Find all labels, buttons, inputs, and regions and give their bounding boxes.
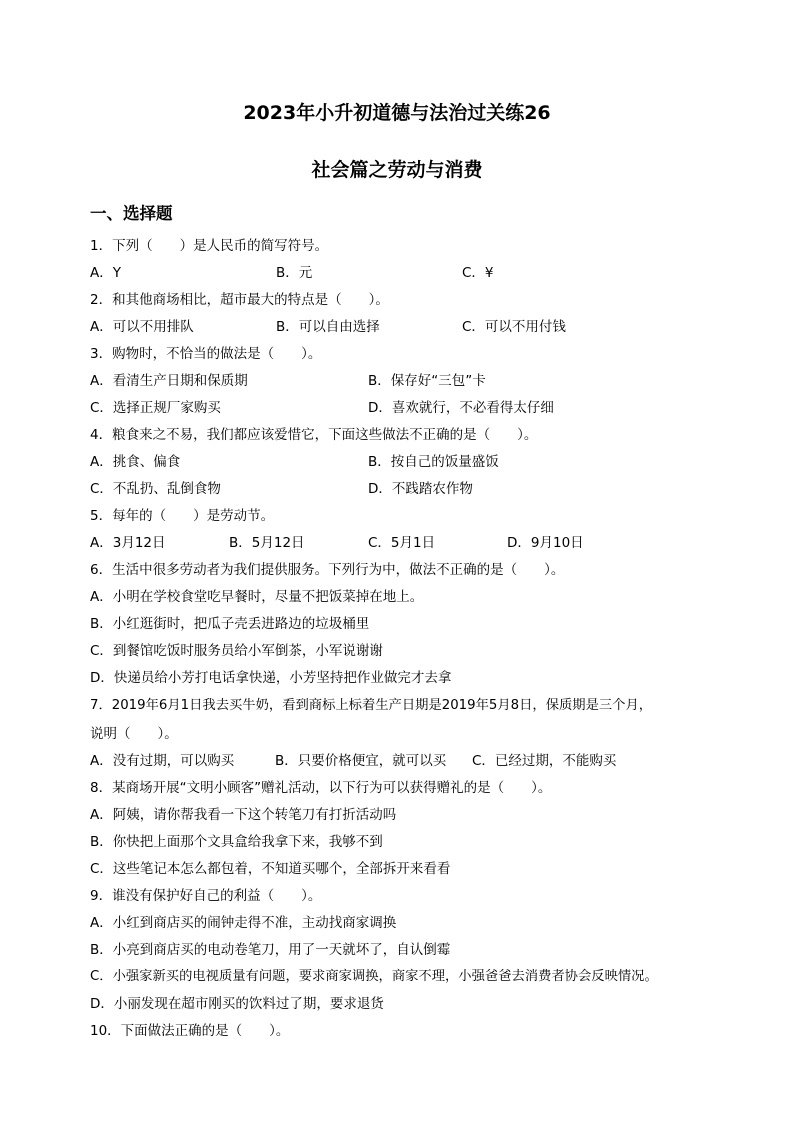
option: A．看清生产日期和保质期 bbox=[90, 373, 248, 389]
option: A．小红到商店买的闹钟走得不准，主动找商家调换 bbox=[90, 915, 397, 931]
section-heading: 一、选择题 bbox=[90, 204, 173, 223]
option: B．只要价格便宜，就可以买 bbox=[275, 753, 447, 769]
option: C．不乱扔、乱倒食物 bbox=[90, 481, 221, 497]
option: B．5月12日 bbox=[229, 535, 305, 551]
option: A．3月12日 bbox=[90, 535, 166, 551]
option: D．喜欢就行，不必看得太仔细 bbox=[368, 400, 554, 416]
option: C．¥ bbox=[462, 265, 494, 281]
page-subtitle: 社会篇之劳动与消费 bbox=[311, 159, 483, 181]
option: D．不践踏农作物 bbox=[368, 481, 473, 497]
question-stem: 4．粮食来之不易，我们都应该爱惜它，下面这些做法不正确的是（ ）。 bbox=[90, 427, 538, 443]
option: C．可以不用付钱 bbox=[462, 319, 566, 335]
option: B．小红逛街时，把瓜子壳丢进路边的垃圾桶里 bbox=[90, 616, 370, 632]
option: C．选择正规厂家购买 bbox=[90, 400, 221, 416]
question-stem-continued: 说明（ ）。 bbox=[90, 726, 178, 742]
option: B．你快把上面那个文具盒给我拿下来，我够不到 bbox=[90, 834, 383, 850]
question-stem: 9．谁没有保护好自己的利益（ ）。 bbox=[90, 888, 322, 904]
option: C．5月1日 bbox=[368, 535, 436, 551]
option: A．挑食、偏食 bbox=[90, 454, 181, 470]
question-stem: 8．某商场开展“文明小顾客”赠礼活动，以下行为可以获得赠礼的是（ ）。 bbox=[90, 780, 552, 796]
option: B．元 bbox=[276, 265, 313, 281]
question-stem: 7．2019年6月1日我去买牛奶，看到商标上标着生产日期是2019年5月8日，保质期是三个月， bbox=[90, 698, 653, 713]
question-stem: 5．每年的（ ）是劳动节。 bbox=[90, 508, 275, 524]
question-stem: 10．下面做法正确的是（ ）。 bbox=[90, 1023, 290, 1039]
option: A．没有过期，可以购买 bbox=[90, 753, 235, 769]
option: C．已经过期，不能购买 bbox=[472, 753, 617, 769]
option: A．小明在学校食堂吃早餐时，尽量不把饭菜掉在地上。 bbox=[90, 589, 424, 605]
question-stem: 2．和其他商场相比，超市最大的特点是（ ）。 bbox=[90, 292, 389, 308]
option: D．快递员给小芳打电话拿快递，小芳坚持把作业做完才去拿 bbox=[90, 670, 452, 686]
question-stem: 6．生活中很多劳动者为我们提供服务。下列行为中，做法不正确的是（ ）。 bbox=[90, 562, 565, 578]
option: A．Y bbox=[90, 265, 121, 281]
option: B．按自己的饭量盛饭 bbox=[368, 454, 499, 470]
option: C．小强家新买的电视质量有问题，要求商家调换，商家不理，小强爸爸去消费者协会反映情况。 bbox=[90, 969, 658, 984]
option: B．小亮到商店买的电动卷笔刀，用了一天就坏了，自认倒霉 bbox=[90, 942, 451, 958]
question-stem: 1．下列（ ）是人民币的简写符号。 bbox=[90, 238, 329, 254]
option: C．到餐馆吃饭时服务员给小军倒茶，小军说谢谢 bbox=[90, 643, 383, 659]
option: B．可以自由选择 bbox=[276, 319, 380, 335]
question-stem: 3．购物时，不恰当的做法是（ ）。 bbox=[90, 346, 322, 362]
option: C．这些笔记本怎么都包着，不知道买哪个，全部拆开来看看 bbox=[90, 861, 451, 877]
option: D．9月10日 bbox=[507, 535, 584, 551]
option: D．小丽发现在超市刚买的饮料过了期，要求退货 bbox=[90, 996, 384, 1012]
option: A．可以不用排队 bbox=[90, 319, 194, 335]
option: B．保存好“三包”卡 bbox=[368, 373, 486, 389]
page-title: 2023年小升初道德与法治过关练26 bbox=[243, 102, 551, 124]
option: A．阿姨，请你帮我看一下这个转笔刀有打折活动吗 bbox=[90, 807, 397, 823]
